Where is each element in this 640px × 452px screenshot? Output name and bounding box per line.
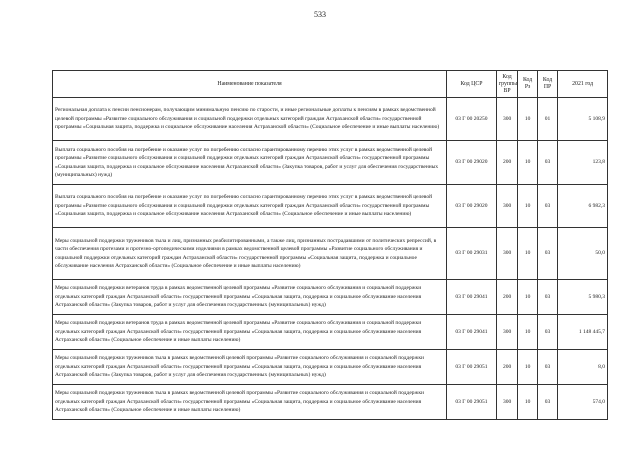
table-row <box>53 385 608 420</box>
row-csr: 03 Г 00 29041 <box>447 280 497 315</box>
row-name: Региональная доплата к пенсии пенсионерам, получающим минимальную пенсию по старости, и иные региональные доплаты к пенсиям в рамках ведомственной целевой программы «Развитие социального обслуживания и социальной поддержки отдельных категорий граждан Астраханской области» государственной программы «Социальная защита, поддержка и социальное обслуживание населения Астраханской области» (Социальное обеспечение и иные выплаты населению) <box>53 98 447 141</box>
table-header-row <box>53 71 608 98</box>
table-row <box>53 280 608 315</box>
row-vr: 200 <box>496 280 518 315</box>
row-amount: 5 108,9 <box>558 98 608 141</box>
row-amount: 123,8 <box>558 141 608 185</box>
row-vr: 300 <box>496 385 518 420</box>
row-pr: 03 <box>537 185 558 228</box>
row-rz: 10 <box>518 141 537 185</box>
row-name: Меры социальной поддержки ветеранов труда в рамках ведомственной целевой программы «Развитие социального обслуживания и социальной поддержки отдельных категорий граждан Астраханской области» государственной программы «Социальная защита, поддержка и социальное обслуживание населения Астраханской области» (Закупка товаров, работ и услуг для обеспечения государственных (муниципальных) нужд) <box>53 280 447 315</box>
row-vr: 300 <box>496 315 518 350</box>
row-csr: 03 Г 00 20250 <box>447 98 497 141</box>
row-csr: 03 Г 00 29020 <box>447 185 497 228</box>
row-name: Меры социальной поддержки тружеников тыла и лиц, признанных реабилитированными, а также лиц, признанных пострадавшими от политических репрессий, в части обеспечения протезами и протезно-ортопедическими изделиями в рамках ведомственной целевой программы «Развитие социального обслуживания и социальной поддержки отдельных категорий граждан Астраханской области» государственной программы «Социальная защита, поддержка и социальное обслуживание населения Астраханской области» (Социальное обеспечение и иные выплаты населению) <box>53 228 447 280</box>
row-rz: 10 <box>518 280 537 315</box>
row-pr: 03 <box>537 350 558 385</box>
budget-table <box>52 70 608 420</box>
row-vr: 200 <box>496 141 518 185</box>
row-amount: 6 982,3 <box>558 185 608 228</box>
row-pr: 03 <box>537 315 558 350</box>
row-rz: 10 <box>518 98 537 141</box>
row-rz: 10 <box>518 315 537 350</box>
row-csr: 03 Г 00 29031 <box>447 228 497 280</box>
row-rz: 10 <box>518 385 537 420</box>
row-name: Меры социальной поддержки тружеников тыла в рамках ведомственной целевой программы «Развитие социального обслуживания и социальной поддержки отдельных категорий граждан Астраханской области» государственной программы «Социальная защита, поддержка и социальное обслуживание населения Астраханской области» (Закупка товаров, работ и услуг для обеспечения государственных (муниципальных) нужд) <box>53 350 447 385</box>
row-amount: 5 980,3 <box>558 280 608 315</box>
table-row <box>53 228 608 280</box>
row-rz: 10 <box>518 185 537 228</box>
row-pr: 03 <box>537 228 558 280</box>
row-csr: 03 Г 00 29020 <box>447 141 497 185</box>
table-row <box>53 315 608 350</box>
table-row <box>53 141 608 185</box>
row-amount: 50,0 <box>558 228 608 280</box>
row-csr: 03 Г 00 29041 <box>447 315 497 350</box>
row-amount: 1 148 445,7 <box>558 315 608 350</box>
row-name: Меры социальной поддержки ветеранов труда в рамках ведомственной целевой программы «Развитие социального обслуживания и социальной поддержки отдельных категорий граждан Астраханской области» государственной программы «Социальная защита, поддержка и социальное обслуживание населения Астраханской области» (Социальное обеспечение и иные выплаты населению) <box>53 315 447 350</box>
row-pr: 01 <box>537 98 558 141</box>
row-pr: 03 <box>537 280 558 315</box>
row-amount: 8,0 <box>558 350 608 385</box>
row-csr: 03 Г 00 29051 <box>447 385 497 420</box>
header-name: Наименование показателя <box>53 71 447 98</box>
row-name: Меры социальной поддержки тружеников тыла в рамках ведомственной целевой программы «Развитие социального обслуживания и социальной поддержки отдельных категорий граждан Астраханской области» государственной программы «Социальная защита, поддержка и социальное обслуживание населения Астраханской области» (Социальное обеспечение и иные выплаты населению) <box>53 385 447 420</box>
row-pr: 03 <box>537 141 558 185</box>
row-vr: 300 <box>496 185 518 228</box>
row-name: Выплата социального пособия на погребение и оказание услуг по погребению согласно гарантированному перечню этих услуг в рамках ведомственной целевой программы «Развитие социального обслуживания и социальной поддержки отдельных категорий граждан Астраханской области» государственной программы «Социальная защита, поддержка и социальное обслуживание населения Астраханской области» (Закупка товаров, работ и услуг для обеспечения государственных (муниципальных) нужд) <box>53 141 447 185</box>
row-amount: 574,0 <box>558 385 608 420</box>
header-year: 2021 год <box>558 71 608 98</box>
row-vr: 300 <box>496 228 518 280</box>
page-number: 533 <box>314 10 326 19</box>
row-pr: 03 <box>537 385 558 420</box>
row-rz: 10 <box>518 350 537 385</box>
table-row <box>53 350 608 385</box>
row-csr: 03 Г 00 29051 <box>447 350 497 385</box>
header-rz: Код Рз <box>518 71 537 98</box>
header-csr: Код ЦСР <box>447 71 497 98</box>
row-name: Выплата социального пособия на погребение и оказание услуг по погребению согласно гарантированному перечню этих услуг в рамках ведомственной целевой программы «Развитие социального обслуживания и социальной поддержки отдельных категорий граждан Астраханской области» государственной программы «Социальная защита, поддержка и социальное обслуживание населения Астраханской области» (Социальное обеспечение и иные выплаты населению) <box>53 185 447 228</box>
row-vr: 300 <box>496 98 518 141</box>
row-vr: 200 <box>496 350 518 385</box>
table-row <box>53 98 608 141</box>
header-vr: Код группы ВР <box>496 71 518 98</box>
header-pr: Код ПР <box>537 71 558 98</box>
row-rz: 10 <box>518 228 537 280</box>
table-row <box>53 185 608 228</box>
